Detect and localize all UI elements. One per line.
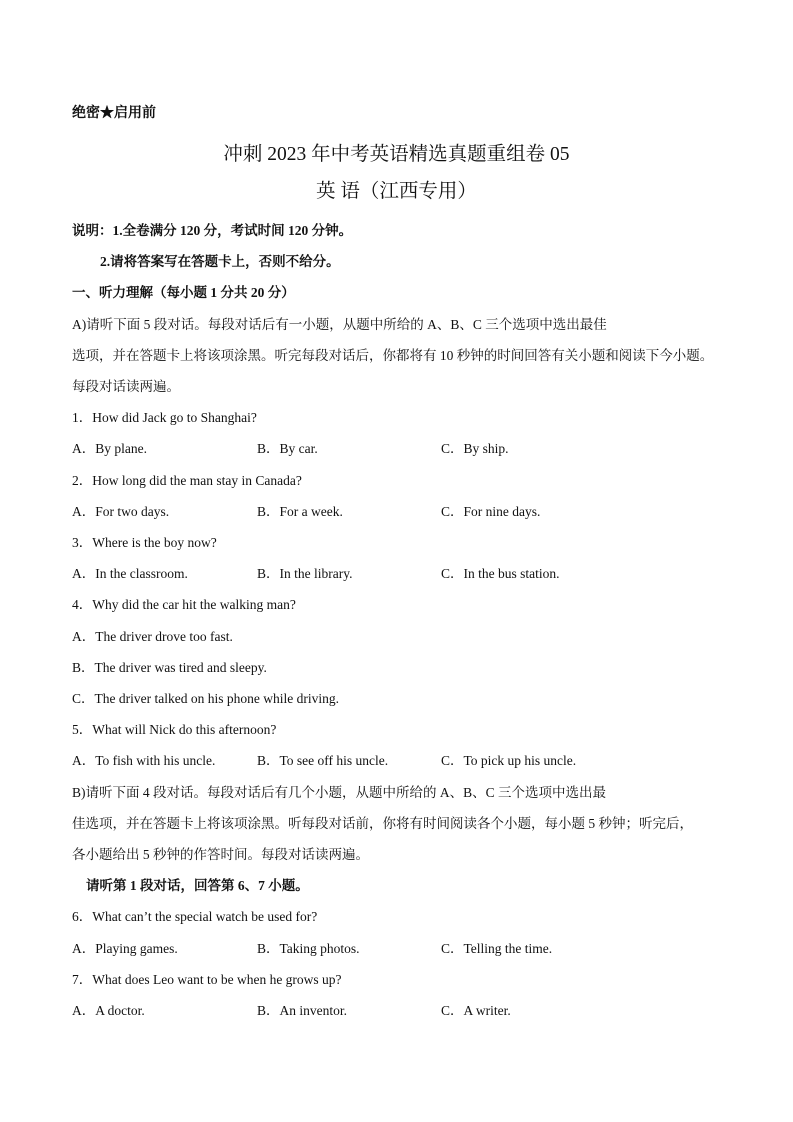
question-3: 3．Where is the boy now? (72, 535, 217, 550)
q5-option-c: C．To pick up his uncle. (441, 753, 577, 768)
q3-option-a: A．In the classroom. (72, 566, 188, 581)
question-6: 6．What can’t the special watch be used for? (72, 909, 318, 924)
q2-option-c: C．For nine days. (441, 504, 541, 519)
q4-option-b: B．The driver was tired and sleepy. (72, 660, 267, 675)
q3-option-b: B．In the library. (257, 566, 353, 581)
question-7: 7．What does Leo want to be when he grows up? (72, 972, 342, 987)
q1-option-b: B．By car. (257, 441, 318, 456)
question-4: 4．Why did the car hit the walking man? (72, 597, 296, 612)
part-a-instruction-line-1: A)请听下面 5 段对话。每段对话后有一小题，从题中所给的 A、B、C 三个选项中选出最佳 (72, 317, 607, 332)
q7-option-b: B．An inventor. (257, 1003, 347, 1018)
q6-option-a: A．Playing games. (72, 941, 178, 956)
part-b-instruction-line-2: 佳选项，并在答题卡上将该项涂黑。听每段对话前，你将有时间阅读各个小题，每小题 5 秒钟；听完后， (72, 816, 693, 831)
q2-option-a: A．For two days. (72, 504, 170, 519)
question-2: 2．How long did the man stay in Canada? (72, 473, 302, 488)
q4-option-c: C．The driver talked on his phone while driving. (72, 691, 339, 706)
question-5: 5．What will Nick do this afternoon? (72, 722, 277, 737)
note-1: 说明：1.全卷满分 120 分，考试时间 120 分钟。 (72, 223, 353, 238)
q6-option-b: B．Taking photos. (257, 941, 360, 956)
q5-option-b: B．To see off his uncle. (257, 753, 389, 768)
q7-option-a: A．A doctor. (72, 1003, 145, 1018)
section-heading-listening: 一、听力理解（每小题 1 分共 20 分） (72, 285, 295, 300)
note-2: 2.请将答案写在答题卡上，否则不给分。 (100, 254, 340, 269)
q2-option-b: B．For a week. (257, 504, 343, 519)
exam-title: 冲刺 2023 年中考英语精选真题重组卷 05 (223, 144, 570, 165)
q5-option-a: A．To fish with his uncle. (72, 753, 216, 768)
q1-option-a: A．By plane. (72, 441, 147, 456)
q6-option-c: C．Telling the time. (441, 941, 553, 956)
part-a-instruction-line-3: 每段对话读两遍。 (72, 379, 180, 394)
confidential-label: 绝密★启用前 (72, 106, 156, 121)
dialog-1-instruction: 请听第 1 段对话，回答第 6、7 小题。 (86, 878, 309, 893)
part-b-instruction-line-3: 各小题给出 5 秒钟的作答时间。每段对话读两遍。 (72, 847, 369, 862)
q1-option-c: C．By ship. (441, 441, 509, 456)
q7-option-c: C．A writer. (441, 1003, 511, 1018)
question-1: 1．How did Jack go to Shanghai? (72, 410, 257, 425)
exam-subtitle: 英 语（江西专用） (316, 181, 477, 202)
q4-option-a: A．The driver drove too fast. (72, 629, 233, 644)
part-b-instruction-line-1: B)请听下面 4 段对话。每段对话后有几个小题，从题中所给的 A、B、C 三个选项中选出最 (72, 785, 607, 800)
part-a-instruction-line-2: 选项，并在答题卡上将该项涂黑。听完每段对话后，你都将有 10 秒钟的时间回答有关小题和阅读下今小题。 (72, 348, 714, 363)
q3-option-c: C．In the bus station. (441, 566, 560, 581)
